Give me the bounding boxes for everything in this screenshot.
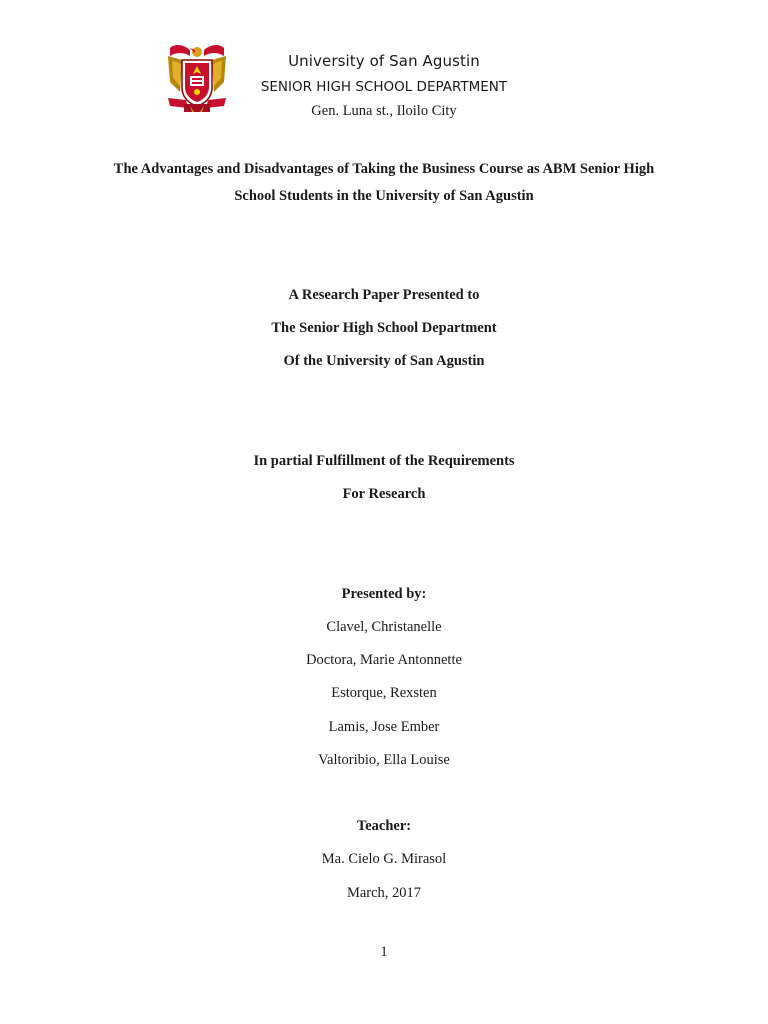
presenter-name: Lamis, Jose Ember bbox=[328, 719, 440, 735]
fulfillment-line-1: In partial Fulfillment of the Requirements bbox=[253, 453, 515, 469]
presented-by-heading: Presented by: bbox=[341, 586, 427, 602]
fulfillment-line-2: For Research bbox=[342, 486, 426, 502]
university-name: University of San Agustin bbox=[288, 52, 480, 70]
page-number: 1 bbox=[380, 944, 388, 960]
presented-to-line-2: The Senior High School Department bbox=[271, 320, 497, 336]
presented-to-line-3: Of the University of San Agustin bbox=[283, 353, 485, 369]
title-line-2: School Students in the University of San Agustin bbox=[234, 188, 534, 204]
teacher-heading: Teacher: bbox=[356, 818, 412, 834]
presenter-name: Doctora, Marie Antonnette bbox=[306, 652, 462, 668]
presented-to-line-1: A Research Paper Presented to bbox=[288, 287, 480, 303]
university-address: Gen. Luna st., Iloilo City bbox=[311, 103, 457, 119]
presenter-name: Valtoribio, Ella Louise bbox=[318, 752, 450, 768]
teacher-name: Ma. Cielo G. Mirasol bbox=[321, 851, 447, 867]
presenter-name: Clavel, Christanelle bbox=[326, 619, 442, 635]
title-line-1: The Advantages and Disadvantages of Taking the Business Course as ABM Senior High bbox=[113, 161, 655, 177]
department-name: SENIOR HIGH SCHOOL DEPARTMENT bbox=[260, 79, 508, 95]
presenter-name: Estorque, Rexsten bbox=[331, 685, 437, 701]
submission-date: March, 2017 bbox=[346, 885, 422, 901]
